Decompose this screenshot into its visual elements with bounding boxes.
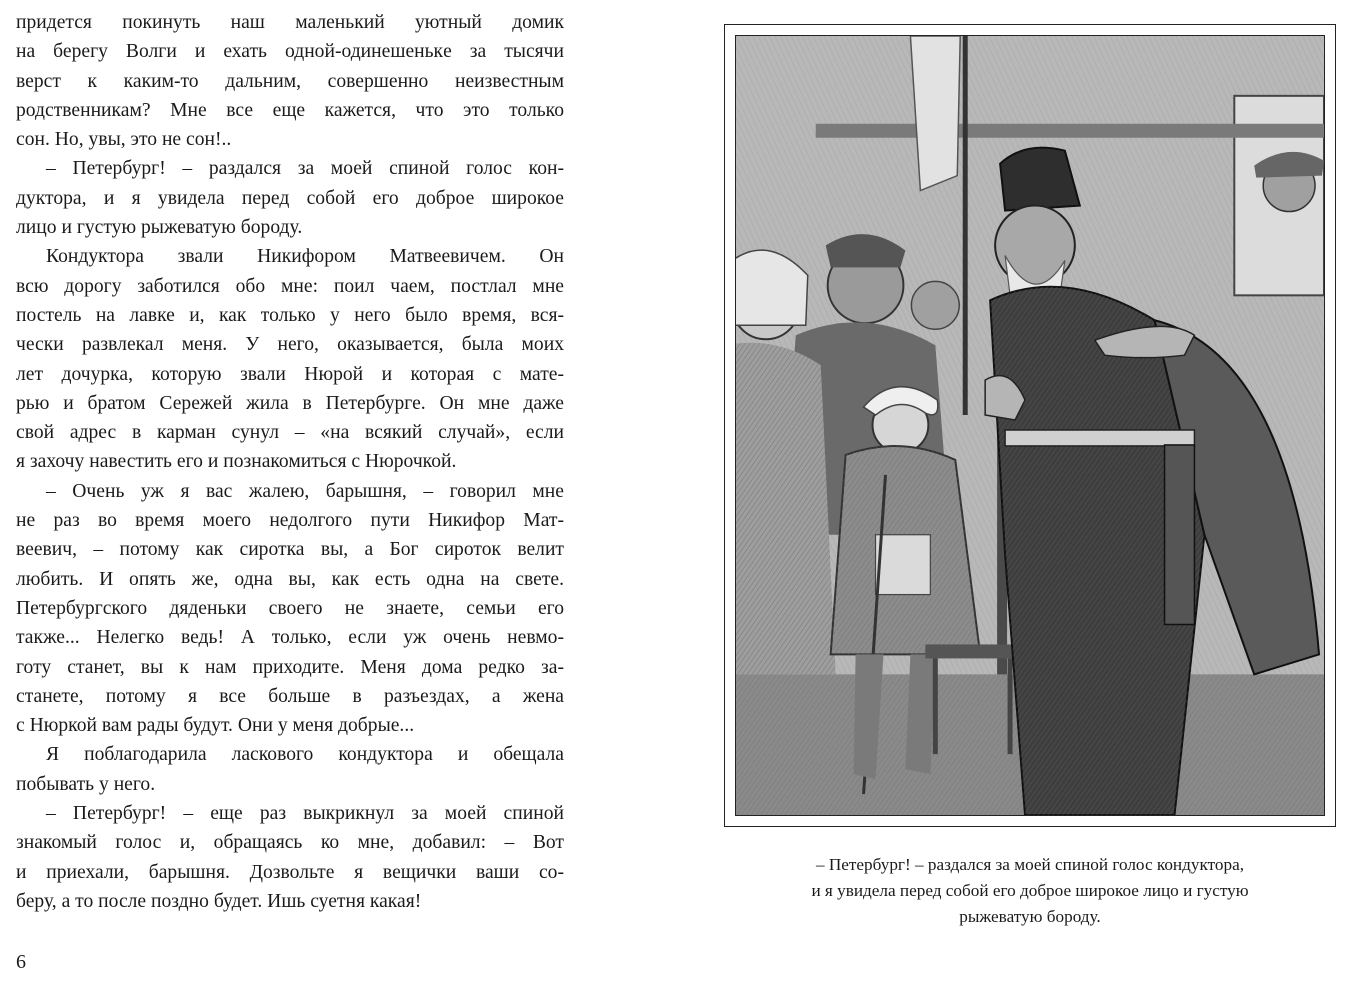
illustration-frame bbox=[724, 24, 1336, 827]
text-line: станете, потому я все больше в разъездах, а жена bbox=[16, 685, 564, 707]
page-number: 6 bbox=[16, 951, 26, 973]
text-line: готу станет, вы к нам приходите. Меня дома редко за- bbox=[16, 656, 564, 678]
text-line: постель на лавке и, как только у него было время, вся- bbox=[16, 304, 564, 326]
text-line: Кондуктора звали Никифором Матвеевичем. Он bbox=[46, 246, 564, 268]
text-line: я захочу навестить его и познакомиться с Нюрочкой. bbox=[16, 451, 457, 473]
text-line: и приехали, барышня. Дозвольте я вещички ваши со- bbox=[16, 861, 564, 883]
text-line: любить. И опять же, одна вы, как есть одна на свете. bbox=[16, 568, 564, 590]
text-line: также... Нелегко ведь! А только, если уж очень невмо- bbox=[16, 627, 564, 649]
illustration-drawing bbox=[736, 36, 1324, 815]
text-line: дуктора, и я увидела перед собой его доброе широкое bbox=[16, 187, 564, 209]
caption-line: рыжеватую бороду. bbox=[959, 907, 1101, 926]
text-line: Петербургского дяденьки своего не знаете, семьи его bbox=[16, 597, 564, 619]
text-line: родственникам? Мне все еще кажется, что это только bbox=[16, 99, 564, 121]
text-line: знакомый голос и, обращаясь ко мне, добавил: – Вот bbox=[16, 832, 564, 854]
text-line: всю дорогу заботился обо мне: поил чаем, постлал мне bbox=[16, 275, 564, 297]
text-line: на берегу Волги и ехать одной-одинешенькe за тысячи bbox=[16, 41, 564, 63]
text-line: – Петербург! – раздался за моей спиной голос кон- bbox=[46, 158, 564, 180]
text-line: веевич, – потому как сиротка вы, а Бог сироток велит bbox=[16, 539, 564, 561]
text-line: побывать у него. bbox=[16, 773, 156, 795]
text-line: – Петербург! – еще раз выкрикнул за моей спиной bbox=[46, 803, 564, 825]
illustration bbox=[735, 35, 1325, 816]
text-line: Я поблагодарила ласкового кондуктора и обещала bbox=[46, 744, 564, 766]
text-line: рью и братом Сережей жила в Петербурге. Он мне даже bbox=[16, 392, 564, 414]
text-line: беру, а то после поздно будет. Ишь суетня какая! bbox=[16, 890, 422, 912]
text-line: придется покинуть наш маленький уютный домик bbox=[16, 12, 564, 33]
text-line: не раз во время моего недолгого пути Никифор Мат- bbox=[16, 510, 564, 532]
caption-line: – Петербург! – раздался за моей спиной голос кондуктора, bbox=[815, 855, 1244, 874]
text-line: лет дочурка, которую звали Нюрой и которая с мате- bbox=[16, 363, 564, 385]
text-line: верст к каким-то дальним, совершенно неизвестным bbox=[16, 70, 564, 92]
text-line: сон. Но, увы, это не сон!.. bbox=[16, 129, 232, 151]
text-line: с Нюркой вам рады будут. Они у меня добрые... bbox=[16, 715, 415, 737]
left-page-text bbox=[16, 8, 564, 916]
text-line: свой адрес в карман сунул – «на всякий случай», если bbox=[16, 422, 564, 444]
caption-line: и я увидела перед собой его доброе широкое лицо и густую bbox=[811, 881, 1249, 900]
text-line: лицо и густую рыжеватую бороду. bbox=[16, 217, 303, 239]
text-line: чески развлекал меня. У него, оказывается, была моих bbox=[16, 334, 564, 356]
illustration-caption bbox=[730, 852, 1330, 930]
text-line: – Очень уж я вас жалею, барышня, – говорил мне bbox=[46, 480, 564, 502]
